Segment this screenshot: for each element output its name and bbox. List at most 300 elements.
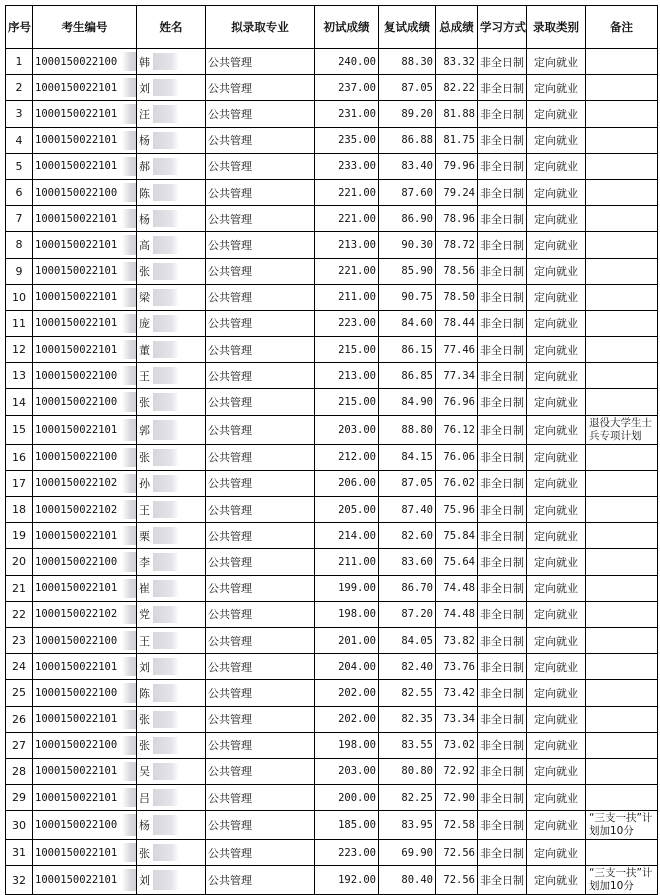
redaction-mask <box>153 501 179 518</box>
cell-prelim-score: 202.00 <box>315 680 379 706</box>
table-row <box>6 549 658 575</box>
cell-total-score: 73.82 <box>436 627 478 653</box>
cell-total-score: 74.48 <box>436 575 478 601</box>
cell-retest-score: 86.90 <box>379 206 436 232</box>
cell-prelim-score: 201.00 <box>315 627 379 653</box>
cell-admission-category: 定向就业 <box>527 497 586 523</box>
cell-total-score: 76.06 <box>436 444 478 470</box>
candidate-id-text: 1000150022101 <box>35 660 118 673</box>
cell-name <box>137 415 206 444</box>
candidate-id-text: 1000150022101 <box>35 791 118 804</box>
cell-total-score: 77.46 <box>436 337 478 363</box>
name-text: 杨 <box>139 212 150 226</box>
cell-candidate-id <box>33 601 137 627</box>
cell-admission-category: 定向就业 <box>527 337 586 363</box>
candidate-id-text: 1000150022101 <box>35 265 118 278</box>
cell-note <box>586 153 658 179</box>
cell-note <box>586 601 658 627</box>
cell-name <box>137 758 206 784</box>
cell-no: 10 <box>6 284 33 310</box>
cell-study-mode: 非全日制 <box>478 549 527 575</box>
candidate-id-text: 1000150022102 <box>35 503 118 516</box>
candidate-id-text: 1000150022101 <box>35 343 118 356</box>
cell-no: 9 <box>6 258 33 284</box>
table-row <box>6 575 658 601</box>
table-row <box>6 75 658 101</box>
cell-retest-score: 83.95 <box>379 811 436 840</box>
redaction-mask <box>153 475 179 492</box>
redaction-mask <box>153 210 179 227</box>
cell-admission-category: 定向就业 <box>527 840 586 866</box>
redaction-mask <box>122 843 136 862</box>
cell-retest-score: 86.15 <box>379 337 436 363</box>
header-note: 备注 <box>586 6 658 49</box>
cell-admission-category: 定向就业 <box>527 523 586 549</box>
redaction-mask <box>153 289 179 306</box>
cell-total-score: 79.96 <box>436 153 478 179</box>
cell-admission-category: 定向就业 <box>527 811 586 840</box>
cell-major: 公共管理 <box>206 310 315 336</box>
redaction-mask <box>153 132 179 149</box>
cell-study-mode: 非全日制 <box>478 49 527 75</box>
name-text: 韩 <box>139 55 150 69</box>
redaction-mask <box>122 474 136 493</box>
cell-name <box>137 179 206 205</box>
cell-name <box>137 680 206 706</box>
cell-name <box>137 206 206 232</box>
candidate-id-text: 1000150022101 <box>35 238 118 251</box>
cell-candidate-id <box>33 389 137 415</box>
cell-admission-category: 定向就业 <box>527 232 586 258</box>
table-row <box>6 680 658 706</box>
cell-note <box>586 497 658 523</box>
cell-candidate-id <box>33 258 137 284</box>
cell-major: 公共管理 <box>206 444 315 470</box>
cell-no: 31 <box>6 840 33 866</box>
cell-name <box>137 101 206 127</box>
cell-candidate-id <box>33 627 137 653</box>
cell-major: 公共管理 <box>206 840 315 866</box>
cell-study-mode: 非全日制 <box>478 627 527 653</box>
cell-no: 15 <box>6 415 33 444</box>
cell-no: 32 <box>6 866 33 895</box>
candidate-id-text: 1000150022101 <box>35 212 118 225</box>
cell-retest-score: 88.30 <box>379 49 436 75</box>
cell-major: 公共管理 <box>206 523 315 549</box>
cell-note <box>586 310 658 336</box>
redaction-mask <box>153 236 179 253</box>
redaction-mask <box>122 288 136 307</box>
name-text: 张 <box>139 265 150 279</box>
name-text: 刘 <box>139 660 150 674</box>
cell-name <box>137 153 206 179</box>
table-row <box>6 444 658 470</box>
name-text: 杨 <box>139 134 150 148</box>
header-admission-category: 录取类别 <box>527 6 586 49</box>
cell-name <box>137 523 206 549</box>
cell-total-score: 73.76 <box>436 654 478 680</box>
cell-study-mode: 非全日制 <box>478 153 527 179</box>
table-row <box>6 206 658 232</box>
cell-admission-category: 定向就业 <box>527 363 586 389</box>
redaction-mask <box>122 419 136 441</box>
cell-study-mode: 非全日制 <box>478 389 527 415</box>
header-no: 序号 <box>6 6 33 49</box>
cell-major: 公共管理 <box>206 575 315 601</box>
name-text: 董 <box>139 343 150 357</box>
cell-note <box>586 706 658 732</box>
redaction-mask <box>153 158 179 175</box>
cell-candidate-id <box>33 127 137 153</box>
candidate-id-text: 1000150022101 <box>35 160 118 173</box>
cell-note <box>586 444 658 470</box>
cell-major: 公共管理 <box>206 549 315 575</box>
cell-admission-category: 定向就业 <box>527 49 586 75</box>
cell-study-mode: 非全日制 <box>478 811 527 840</box>
name-text: 刘 <box>139 874 150 888</box>
cell-major: 公共管理 <box>206 811 315 840</box>
table-header <box>6 6 658 49</box>
cell-name <box>137 258 206 284</box>
redaction-mask <box>153 844 179 861</box>
cell-note <box>586 549 658 575</box>
cell-total-score: 74.48 <box>436 601 478 627</box>
candidate-id-text: 1000150022101 <box>35 765 118 778</box>
cell-prelim-score: 221.00 <box>315 258 379 284</box>
cell-candidate-id <box>33 758 137 784</box>
cell-admission-category: 定向就业 <box>527 284 586 310</box>
cell-prelim-score: 223.00 <box>315 310 379 336</box>
candidate-id-text: 1000150022100 <box>35 451 118 464</box>
redaction-mask <box>153 341 179 358</box>
cell-no: 26 <box>6 706 33 732</box>
redaction-mask <box>122 448 136 467</box>
cell-name <box>137 75 206 101</box>
cell-study-mode: 非全日制 <box>478 127 527 153</box>
cell-retest-score: 84.90 <box>379 389 436 415</box>
redaction-mask <box>122 814 136 836</box>
cell-note <box>586 785 658 811</box>
cell-prelim-score: 233.00 <box>315 153 379 179</box>
cell-no: 21 <box>6 575 33 601</box>
name-text: 孙 <box>139 477 150 491</box>
cell-admission-category: 定向就业 <box>527 785 586 811</box>
cell-no: 13 <box>6 363 33 389</box>
table-row <box>6 732 658 758</box>
cell-candidate-id <box>33 866 137 895</box>
cell-note <box>586 206 658 232</box>
cell-no: 30 <box>6 811 33 840</box>
cell-prelim-score: 198.00 <box>315 732 379 758</box>
cell-no: 18 <box>6 497 33 523</box>
cell-no: 5 <box>6 153 33 179</box>
candidate-id-text: 1000150022100 <box>35 739 118 752</box>
cell-retest-score: 87.60 <box>379 179 436 205</box>
cell-study-mode: 非全日制 <box>478 363 527 389</box>
table-row <box>6 179 658 205</box>
cell-note <box>586 337 658 363</box>
cell-retest-score: 82.60 <box>379 523 436 549</box>
table-row <box>6 284 658 310</box>
cell-note <box>586 758 658 784</box>
cell-name <box>137 470 206 496</box>
cell-note <box>586 258 658 284</box>
cell-no: 22 <box>6 601 33 627</box>
cell-total-score: 81.75 <box>436 127 478 153</box>
cell-study-mode: 非全日制 <box>478 601 527 627</box>
name-text: 汪 <box>139 107 150 121</box>
table-row <box>6 153 658 179</box>
cell-major: 公共管理 <box>206 415 315 444</box>
cell-note <box>586 627 658 653</box>
cell-candidate-id <box>33 337 137 363</box>
cell-retest-score: 87.40 <box>379 497 436 523</box>
table-row <box>6 785 658 811</box>
cell-no: 16 <box>6 444 33 470</box>
redaction-mask <box>153 184 179 201</box>
header-total-score: 总成绩 <box>436 6 478 49</box>
cell-name <box>137 811 206 840</box>
candidate-id-text: 1000150022100 <box>35 369 118 382</box>
cell-note <box>586 101 658 127</box>
cell-prelim-score: 211.00 <box>315 549 379 575</box>
name-text: 刘 <box>139 81 150 95</box>
redaction-mask <box>153 658 179 675</box>
cell-study-mode: 非全日制 <box>478 497 527 523</box>
redaction-mask <box>122 762 136 781</box>
header-row <box>6 6 658 49</box>
redaction-mask <box>153 711 179 728</box>
cell-no: 8 <box>6 232 33 258</box>
name-text: 高 <box>139 238 150 252</box>
cell-study-mode: 非全日制 <box>478 654 527 680</box>
cell-candidate-id <box>33 75 137 101</box>
redaction-mask <box>153 763 179 780</box>
table-row <box>6 232 658 258</box>
cell-note <box>586 654 658 680</box>
cell-candidate-id <box>33 444 137 470</box>
redaction-mask <box>122 631 136 650</box>
cell-retest-score: 84.15 <box>379 444 436 470</box>
cell-major: 公共管理 <box>206 785 315 811</box>
cell-admission-category: 定向就业 <box>527 680 586 706</box>
redaction-mask <box>122 605 136 624</box>
cell-candidate-id <box>33 284 137 310</box>
cell-prelim-score: 221.00 <box>315 179 379 205</box>
cell-prelim-score: 202.00 <box>315 706 379 732</box>
redaction-mask <box>122 52 136 71</box>
cell-major: 公共管理 <box>206 75 315 101</box>
candidate-id-text: 1000150022101 <box>35 81 118 94</box>
cell-major: 公共管理 <box>206 654 315 680</box>
cell-name <box>137 866 206 895</box>
cell-admission-category: 定向就业 <box>527 310 586 336</box>
cell-study-mode: 非全日制 <box>478 101 527 127</box>
candidate-id-text: 1000150022101 <box>35 529 118 542</box>
cell-note <box>586 470 658 496</box>
cell-retest-score: 84.60 <box>379 310 436 336</box>
cell-major: 公共管理 <box>206 284 315 310</box>
cell-note <box>586 179 658 205</box>
cell-total-score: 78.44 <box>436 310 478 336</box>
cell-major: 公共管理 <box>206 258 315 284</box>
table-row <box>6 523 658 549</box>
cell-name <box>137 627 206 653</box>
header-retest-score: 复试成绩 <box>379 6 436 49</box>
cell-no: 12 <box>6 337 33 363</box>
redaction-mask <box>153 606 179 623</box>
cell-retest-score: 87.05 <box>379 470 436 496</box>
redaction-mask <box>122 209 136 228</box>
cell-admission-category: 定向就业 <box>527 415 586 444</box>
cell-prelim-score: 185.00 <box>315 811 379 840</box>
cell-name <box>137 444 206 470</box>
cell-major: 公共管理 <box>206 49 315 75</box>
cell-prelim-score: 231.00 <box>315 101 379 127</box>
cell-name <box>137 310 206 336</box>
table-row <box>6 866 658 895</box>
cell-candidate-id <box>33 732 137 758</box>
cell-retest-score: 90.30 <box>379 232 436 258</box>
candidate-id-text: 1000150022100 <box>35 555 118 568</box>
cell-name <box>137 232 206 258</box>
table-row <box>6 627 658 653</box>
cell-total-score: 72.56 <box>436 866 478 895</box>
cell-candidate-id <box>33 49 137 75</box>
name-text: 郝 <box>139 160 150 174</box>
table-row <box>6 127 658 153</box>
redaction-mask <box>122 526 136 545</box>
cell-major: 公共管理 <box>206 127 315 153</box>
table-body <box>6 49 658 895</box>
cell-no: 19 <box>6 523 33 549</box>
cell-retest-score: 84.05 <box>379 627 436 653</box>
table-row <box>6 389 658 415</box>
cell-total-score: 78.96 <box>436 206 478 232</box>
cell-no: 2 <box>6 75 33 101</box>
candidate-id-text: 1000150022100 <box>35 634 118 647</box>
cell-major: 公共管理 <box>206 153 315 179</box>
cell-retest-score: 86.88 <box>379 127 436 153</box>
cell-prelim-score: 212.00 <box>315 444 379 470</box>
cell-retest-score: 89.20 <box>379 101 436 127</box>
candidate-id-text: 1000150022100 <box>35 686 118 699</box>
candidate-id-text: 1000150022102 <box>35 477 118 490</box>
cell-admission-category: 定向就业 <box>527 601 586 627</box>
name-text: 庞 <box>139 317 150 331</box>
cell-name <box>137 284 206 310</box>
cell-candidate-id <box>33 654 137 680</box>
name-text: 党 <box>139 608 150 622</box>
redaction-mask <box>122 788 136 807</box>
cell-prelim-score: 235.00 <box>315 127 379 153</box>
cell-total-score: 78.72 <box>436 232 478 258</box>
cell-retest-score: 90.75 <box>379 284 436 310</box>
table-row <box>6 310 658 336</box>
name-text: 王 <box>139 634 150 648</box>
cell-major: 公共管理 <box>206 601 315 627</box>
header-name: 姓名 <box>137 6 206 49</box>
cell-prelim-score: 214.00 <box>315 523 379 549</box>
cell-retest-score: 83.40 <box>379 153 436 179</box>
cell-study-mode: 非全日制 <box>478 470 527 496</box>
cell-retest-score: 83.60 <box>379 549 436 575</box>
cell-no: 11 <box>6 310 33 336</box>
cell-total-score: 75.84 <box>436 523 478 549</box>
cell-major: 公共管理 <box>206 232 315 258</box>
table-row <box>6 337 658 363</box>
name-text: 李 <box>139 555 150 569</box>
name-text: 栗 <box>139 529 150 543</box>
cell-candidate-id <box>33 785 137 811</box>
redaction-mask <box>122 183 136 202</box>
cell-retest-score: 82.40 <box>379 654 436 680</box>
name-text: 吴 <box>139 765 150 779</box>
table-row <box>6 363 658 389</box>
cell-prelim-score: 237.00 <box>315 75 379 101</box>
name-text: 陈 <box>139 186 150 200</box>
header-major: 拟录取专业 <box>206 6 315 49</box>
cell-total-score: 73.02 <box>436 732 478 758</box>
redaction-mask <box>122 657 136 676</box>
cell-retest-score: 82.35 <box>379 706 436 732</box>
cell-note <box>586 127 658 153</box>
redaction-mask <box>153 632 179 649</box>
cell-major: 公共管理 <box>206 470 315 496</box>
table-row <box>6 101 658 127</box>
name-text: 张 <box>139 396 150 410</box>
cell-prelim-score: 200.00 <box>315 785 379 811</box>
cell-admission-category: 定向就业 <box>527 575 586 601</box>
cell-major: 公共管理 <box>206 497 315 523</box>
redaction-mask <box>122 552 136 571</box>
cell-retest-score: 69.90 <box>379 840 436 866</box>
cell-admission-category: 定向就业 <box>527 389 586 415</box>
redaction-mask <box>122 131 136 150</box>
table-row <box>6 49 658 75</box>
cell-study-mode: 非全日制 <box>478 732 527 758</box>
cell-study-mode: 非全日制 <box>478 337 527 363</box>
cell-candidate-id <box>33 153 137 179</box>
cell-candidate-id <box>33 549 137 575</box>
cell-total-score: 72.90 <box>436 785 478 811</box>
cell-total-score: 81.88 <box>436 101 478 127</box>
cell-no: 28 <box>6 758 33 784</box>
cell-admission-category: 定向就业 <box>527 627 586 653</box>
candidate-id-text: 1000150022100 <box>35 186 118 199</box>
cell-no: 27 <box>6 732 33 758</box>
cell-note: 退役大学生士兵专项计划 <box>586 415 658 444</box>
redaction-mask <box>153 367 179 384</box>
cell-admission-category: 定向就业 <box>527 206 586 232</box>
redaction-mask <box>153 789 179 806</box>
cell-no: 24 <box>6 654 33 680</box>
cell-note <box>586 389 658 415</box>
cell-prelim-score: 198.00 <box>315 601 379 627</box>
cell-no: 20 <box>6 549 33 575</box>
cell-total-score: 77.34 <box>436 363 478 389</box>
cell-prelim-score: 211.00 <box>315 284 379 310</box>
cell-study-mode: 非全日制 <box>478 785 527 811</box>
cell-no: 3 <box>6 101 33 127</box>
cell-candidate-id <box>33 497 137 523</box>
cell-major: 公共管理 <box>206 732 315 758</box>
cell-admission-category: 定向就业 <box>527 127 586 153</box>
cell-candidate-id <box>33 523 137 549</box>
cell-note <box>586 284 658 310</box>
cell-major: 公共管理 <box>206 337 315 363</box>
cell-prelim-score: 240.00 <box>315 49 379 75</box>
